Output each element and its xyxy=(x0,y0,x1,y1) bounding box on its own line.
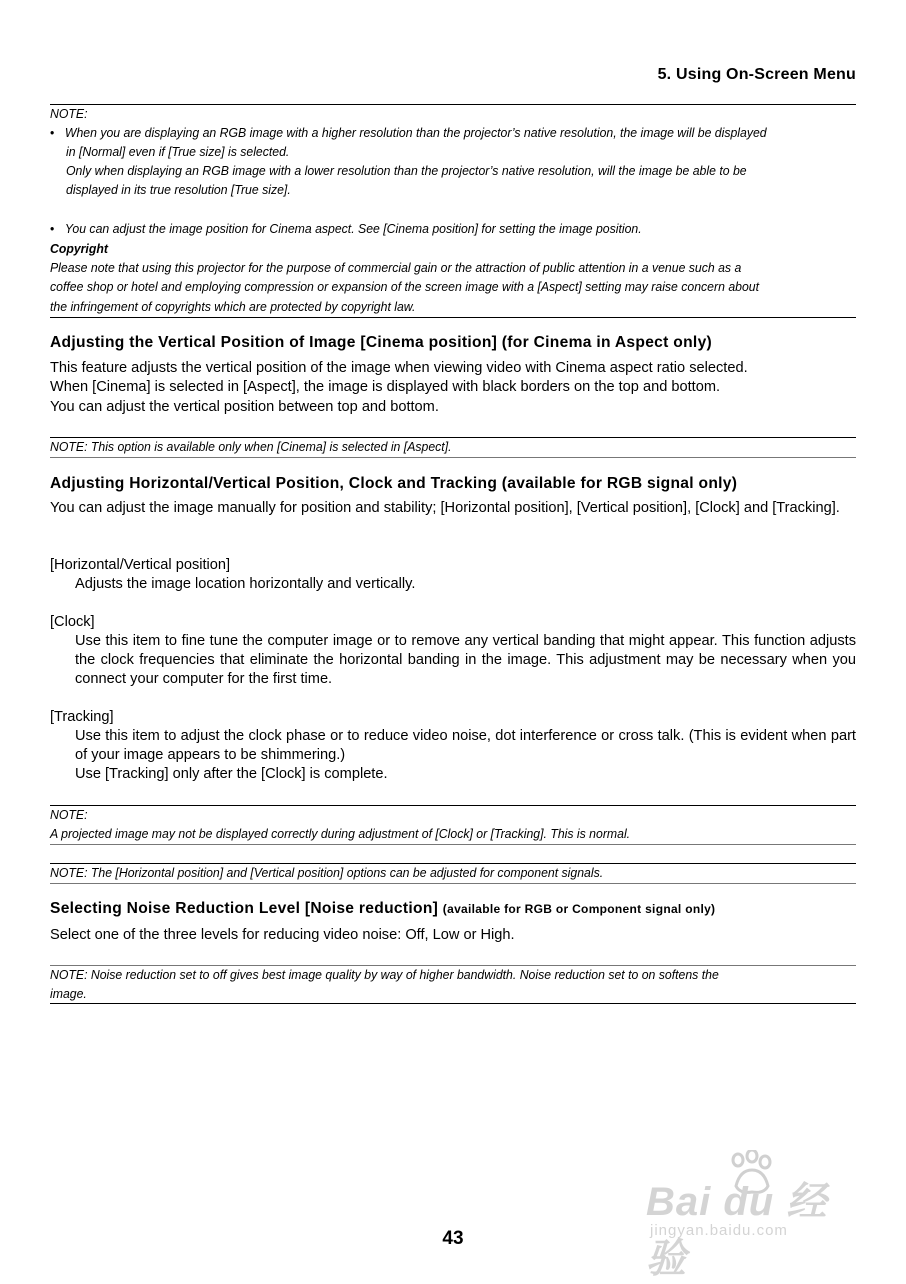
tracking-desc: Use this item to adjust the clock phase or to reduce video noise, dot interference or cross talk. (This is evident when part of your image appears to be shimmering.) xyxy=(75,728,856,764)
hv-intro: You can adjust the image manually for position and stability; [Horizontal position], [Vertical position], [Clock] and [Tracking]. xyxy=(50,500,840,516)
note-bullet-1-line2: in [Normal] even if [True size] is selected. xyxy=(66,144,290,159)
noise-heading-note: (available for RGB or Component signal only) xyxy=(442,902,716,916)
hv-position-label: [Horizontal/Vertical position] xyxy=(50,557,231,573)
noise-text: Select one of the three levels for reducing video noise: Off, Low or High. xyxy=(50,927,515,943)
hv-note-text: A projected image may not be displayed correctly during adjustment of [Clock] or [Tracking]. This is normal. xyxy=(50,826,631,841)
cinema-line1: This feature adjusts the vertical position of the image when viewing video with Cinema aspect ratio selected. xyxy=(50,360,748,376)
hv-heading: Adjusting Horizontal/Vertical Position, Clock and Tracking (available for RGB signal only) xyxy=(50,475,738,492)
header-rule xyxy=(50,104,856,105)
tracking-desc2: Use [Tracking] only after the [Clock] is complete. xyxy=(75,766,388,782)
page-number: 43 xyxy=(442,1228,464,1249)
hv-position-desc: Adjusts the image location horizontally and vertically. xyxy=(75,576,416,592)
note-bullet-2: • You can adjust the image position for Cinema aspect. See [Cinema position] for setting the image position. xyxy=(50,219,893,238)
cinema-heading: Adjusting the Vertical Position of Image [Cinema position] (for Cinema in Aspect only) xyxy=(50,334,713,351)
tracking-label: [Tracking] xyxy=(50,709,114,725)
hv-note2-rule-bottom xyxy=(50,883,856,884)
copyright-line2: coffee shop or hotel and employing compression or expansion of the screen image with a [Aspect] setting may raise concern about xyxy=(50,279,760,294)
noise-note-line1: NOTE: Noise reduction set to off gives best image quality by way of higher bandwidth. Noise reduction set to on softens the xyxy=(50,967,719,982)
copyright-line3: the infringement of copyrights which are protected by copyright law. xyxy=(50,299,416,314)
note-bullet-1-line3: Only when displaying an RGB image with a lower resolution than the projector’s native resolution, will the image be able to be xyxy=(66,163,747,178)
watermark-url: jingyan.baidu.com xyxy=(650,1222,788,1239)
noise-note-line2: image. xyxy=(50,986,87,1001)
cinema-note-rule-bottom xyxy=(50,457,856,458)
cinema-note: NOTE: This option is available only when [Cinema] is selected in [Aspect]. xyxy=(50,439,452,454)
hv-note-rule-top xyxy=(50,805,856,806)
copyright-rule xyxy=(50,317,856,318)
noise-note-rule-bottom xyxy=(50,1003,856,1004)
clock-label: [Clock] xyxy=(50,614,95,630)
copyright-line1: Please note that using this projector for the purpose of commercial gain or the attraction of public attention in a venue such as a xyxy=(50,260,742,275)
cinema-line3: You can adjust the vertical position between top and bottom. xyxy=(50,399,439,415)
copyright-title: Copyright xyxy=(50,241,108,256)
clock-desc: Use this item to fine tune the computer image or to remove any vertical banding that might appear. This function adjusts the clock frequencies that eliminate the horizontal banding in the image. This adjustment may be necessary when you connect your computer for the first time. xyxy=(75,633,856,688)
note-bullet-1-line4: displayed in its true resolution [True size]. xyxy=(66,182,291,197)
note-label: NOTE: xyxy=(50,106,88,121)
hv-note-rule-bottom xyxy=(50,844,856,845)
section-title: 5. Using On-Screen Menu xyxy=(657,66,856,83)
hv-note2: NOTE: The [Horizontal position] and [Vertical position] options can be adjusted for component signals. xyxy=(50,865,604,880)
watermark-brand: Bai du 经验 xyxy=(646,1180,828,1281)
baidu-watermark xyxy=(640,1150,860,1281)
noise-heading: Selecting Noise Reduction Level [Noise reduction] (available for RGB or Component signal only) xyxy=(50,900,716,917)
cinema-line2: When [Cinema] is selected in [Aspect], the image is displayed with black borders on the top and bottom. xyxy=(50,379,721,395)
hv-note-label: NOTE: xyxy=(50,807,88,822)
note-bullet-1: • When you are displaying an RGB image with a higher resolution than the projector’s native resolution, the image will be displayed xyxy=(50,123,893,142)
